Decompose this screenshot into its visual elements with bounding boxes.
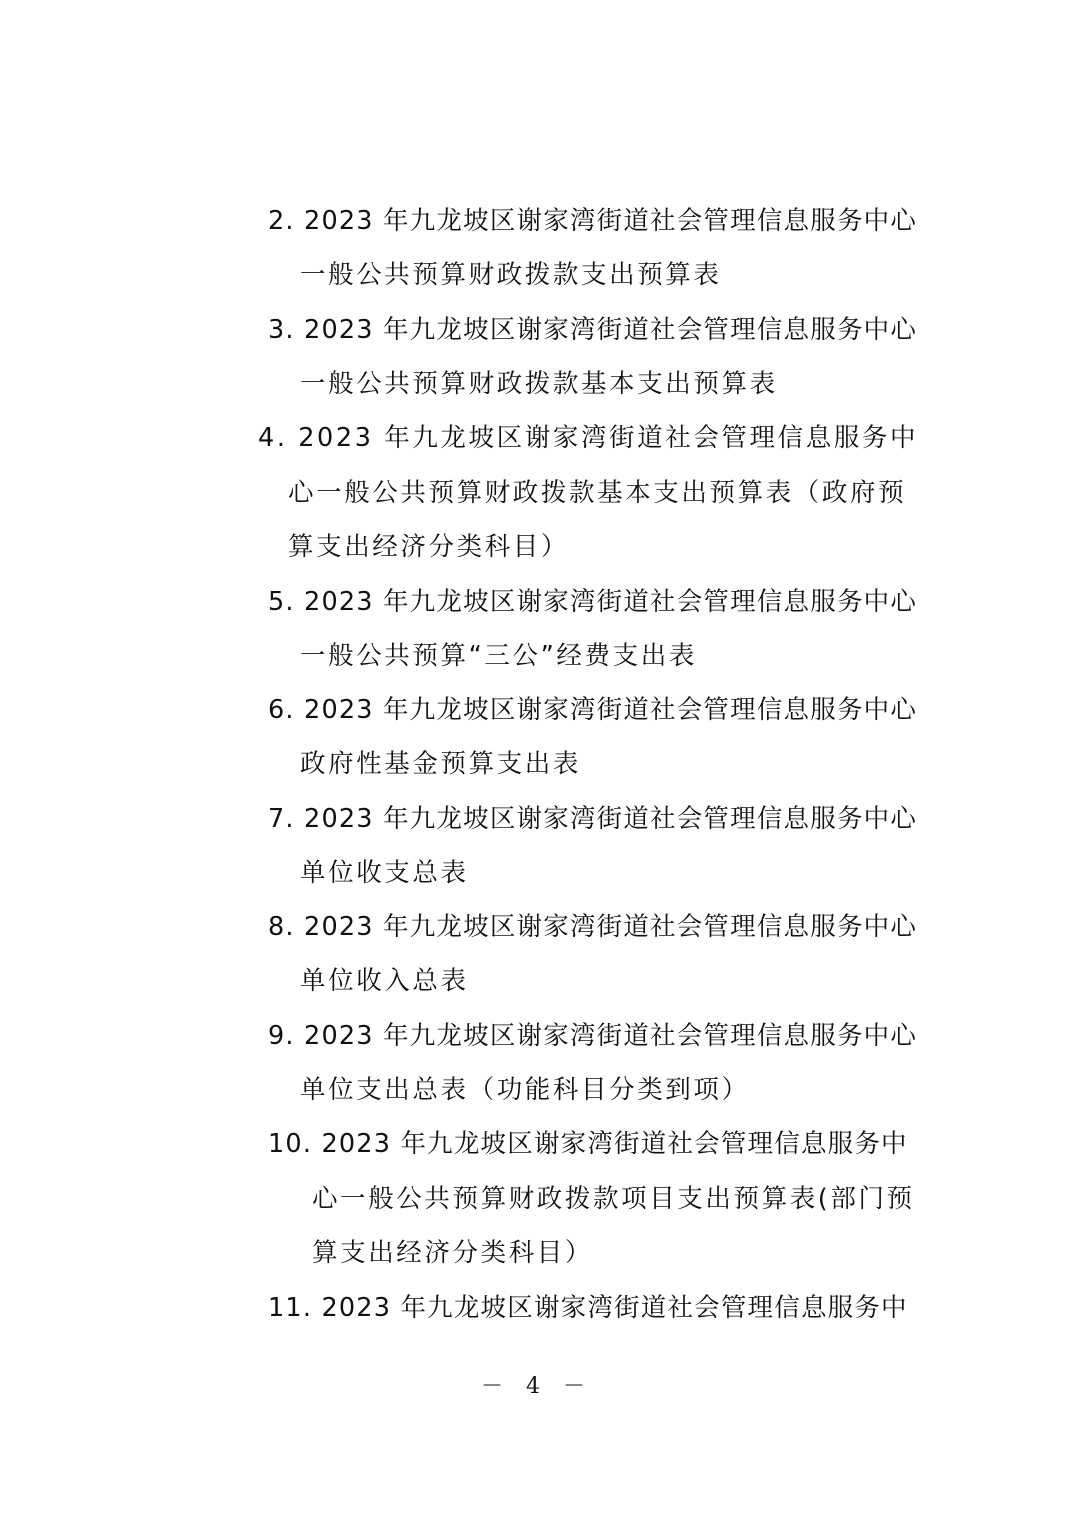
- page-number: － 4 －: [481, 1374, 593, 1399]
- list-item-7-line-1: 7. 2023 年九龙坡区谢家湾街道社会管理信息服务中心: [268, 804, 918, 834]
- list-item-3-line-1: 3. 2023 年九龙坡区谢家湾街道社会管理信息服务中心: [268, 315, 918, 345]
- list-item-8-line-1: 8. 2023 年九龙坡区谢家湾街道社会管理信息服务中心: [268, 912, 918, 942]
- list-item-4-line-2: 心一般公共预算财政拨款基本支出预算表（政府预: [288, 478, 907, 508]
- list-item-2-line-2: 一般公共预算财政拨款支出预算表: [300, 260, 722, 290]
- list-item-6-line-2: 政府性基金预算支出表: [300, 749, 582, 779]
- list-item-10-line-2: 心一般公共预算财政拨款项目支出预算表(部门预: [312, 1184, 915, 1214]
- list-item-5-line-1: 5. 2023 年九龙坡区谢家湾街道社会管理信息服务中心: [268, 587, 918, 617]
- list-item-5-line-2: 一般公共预算“三公”经费支出表: [300, 641, 697, 671]
- list-item-4-line-3: 算支出经济分类科目）: [288, 532, 570, 562]
- list-item-10-line-3: 算支出经济分类科目）: [312, 1238, 594, 1268]
- list-item-2-line-1: 2. 2023 年九龙坡区谢家湾街道社会管理信息服务中心: [268, 206, 918, 236]
- list-item-11-line-1: 11. 2023 年九龙坡区谢家湾街道社会管理信息服务中: [268, 1293, 908, 1323]
- list-item-9-line-2: 单位支出总表（功能科目分类到项）: [300, 1075, 750, 1105]
- list-item-9-line-1: 9. 2023 年九龙坡区谢家湾街道社会管理信息服务中心: [268, 1021, 918, 1051]
- list-item-8-line-2: 单位收入总表: [300, 966, 469, 996]
- list-item-6-line-1: 6. 2023 年九龙坡区谢家湾街道社会管理信息服务中心: [268, 695, 918, 725]
- list-item-4-line-1: 4. 2023 年九龙坡区谢家湾街道社会管理信息服务中: [258, 423, 919, 453]
- list-item-10-line-1: 10. 2023 年九龙坡区谢家湾街道社会管理信息服务中: [268, 1129, 908, 1159]
- list-item-7-line-2: 单位收支总表: [300, 858, 469, 888]
- list-item-3-line-2: 一般公共预算财政拨款基本支出预算表: [300, 369, 778, 399]
